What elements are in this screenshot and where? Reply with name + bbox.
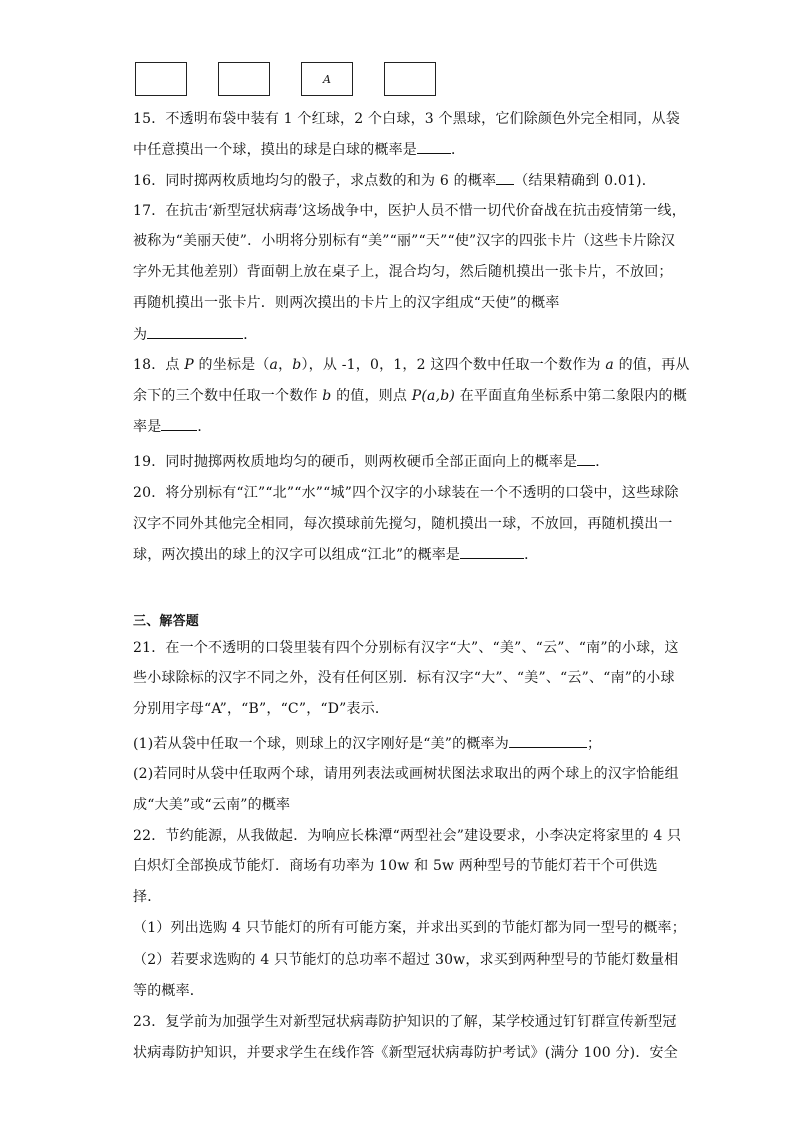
q15-blank (417, 139, 451, 154)
q18-a: a (269, 357, 279, 373)
q21-line3: 分别用字母“A”，“B”，“C”，“D”表示． (133, 701, 390, 717)
q16-blank (496, 170, 514, 185)
q16-text: 16．同时掷两枚质地均匀的骰子，求点数的和为 6 的概率 (133, 173, 497, 189)
q22-line2: 白炽灯全部换成节能灯．商场有功率为 10w 和 5w 两种型号的节能灯若干个可供选 (133, 858, 658, 874)
q18-b2: b (322, 388, 332, 404)
q18-l3b: ． (197, 419, 212, 435)
q18-P: P (184, 357, 194, 373)
q21-line2: 些小球除标的汉字不同之外，没有任何区别．标有汉字“大”、“美”、“云”、“南”的小球 (133, 670, 675, 686)
q15-line1: 15．不透明布袋中装有 1 个红球，2 个白球，3 个黑球，它们除颜色外完全相同，从袋 (133, 111, 680, 127)
q18-a2: a (605, 357, 614, 373)
q15-cont: 中任意摸出一个球，摸出的球是白球的概率是 (133, 142, 417, 158)
q18-l3a: 率是 (133, 419, 162, 435)
q18-line3 (133, 416, 212, 437)
q21-l4b: ； (586, 736, 602, 752)
card-2 (218, 62, 270, 96)
q18-l1a: 18．点 (133, 357, 185, 373)
q18-l1c: ），从 -1，0，1，2 这四个数中任取一个数作为 (301, 357, 606, 373)
q17-line2: 被称为“美丽天使”．小明将分别标有“美”“丽”“天”“使”汉字的四张卡片（这些卡片除汉 (133, 233, 676, 249)
q17-l5b: ． (243, 327, 258, 343)
q17-line1: 17．在抗击‘新型冠状病毒’这场战争中，医护人员不惜一切代价奋战在抗击疫情第一线， (133, 203, 686, 219)
q21-line1: 21．在一个不透明的口袋里装有四个分别标有汉字“大”、“美”、“云”、“南”的小球，这 (133, 640, 679, 656)
q18-l2a: 余下的三个数中任取一个数作 (133, 388, 323, 404)
q19-line (133, 451, 609, 472)
q20-line2: 汉字不同外其他完全相同，每次摸球前先搅匀，随机摸出一球，不放回，再随机摸出一 (133, 516, 673, 532)
q20-line1: 20．将分别标有“江”“北”“水”“城”四个汉字的小球装在一个不透明的口袋中，这些球除 (133, 485, 679, 501)
q18-l2b: 的值，则点 (331, 388, 412, 404)
q22-line6: 等的概率． (133, 983, 204, 999)
card-4 (384, 62, 436, 96)
q17-line4: 再随机摸出一张卡片．则两次摸出的卡片上的汉字组成“天使”的概率 (133, 295, 560, 311)
q22-line1: 22．节约能源，从我做起．为响应长株潭“两型社会”建设要求，小李决定将家里的 4 只 (133, 828, 682, 844)
q21-blank (509, 733, 587, 748)
q15-line2 (133, 139, 465, 160)
q20-l3a: 球，两次摸出的球上的汉字可以组成“江北”的概率是 (133, 547, 461, 563)
section-title: 三、解答题 (133, 614, 200, 629)
q18-blank (161, 416, 197, 431)
q23-line2: 状病毒防护知识，并要求学生在线作答《新型冠状病毒防护考试》(满分 100 分)．安全 (133, 1045, 678, 1061)
q19-end: ． (595, 454, 610, 470)
q17-blank (147, 324, 243, 339)
card-1 (135, 62, 187, 96)
q22-line5: （2）若要求选购的 4 只节能灯的总功率不超过 30w，求买到两种型号的节能灯数量相 (133, 952, 679, 968)
q18-comma: ， (278, 357, 293, 373)
q18-l2c: 在平面直角坐标系中第二象限内的概 (455, 388, 687, 404)
q21-line5: (2)若同时从袋中任取两个球，请用列表法或画树状图法求取出的两个球上的汉字恰能组 (133, 766, 679, 782)
q18-line2 (133, 386, 687, 406)
q15-end: ． (451, 142, 466, 158)
q22-line3: 择． (133, 889, 162, 905)
q21-l4a: (1)若从袋中任取一个球，则球上的汉字刚好是“美”的概率为 (133, 736, 509, 752)
q17-l5a: 为 (133, 327, 148, 343)
q18-Pab: P(a,b) (411, 388, 456, 404)
q17-line5 (133, 324, 257, 345)
card-3: A (301, 62, 353, 96)
q19-blank (577, 451, 595, 466)
q19-text: 19．同时抛掷两枚质地均匀的硬币，则两枚硬币全部正面向上的概率是 (133, 454, 578, 470)
q21-line6: 成“大美”或“云南”的概率 (133, 797, 291, 813)
q16-end: （结果精确到 0.01)． (514, 173, 656, 189)
q20-blank (460, 544, 524, 559)
q20-line3 (133, 544, 538, 565)
q18-line1 (133, 355, 690, 375)
q18-l1d: 的值，再从 (613, 357, 690, 373)
q16-line (133, 170, 656, 191)
q23-line1: 23．复学前为加强学生对新型冠状病毒防护知识的了解，某学校通过钉钉群宣传新型冠 (133, 1014, 677, 1030)
q20-l3b: ． (524, 547, 539, 563)
q17-line3: 字外无其他差别）背面朝上放在桌子上，混合均匀，然后随机摸出一张卡片，不放回； (133, 264, 673, 280)
q18-b: b (292, 357, 302, 373)
q18-l1b: 的坐标是（ (193, 357, 270, 373)
q21-line4 (133, 733, 601, 754)
q22-line4: （1）列出选购 4 只节能灯的所有可能方案，并求出买到的节能灯都为同一型号的概率； (133, 920, 686, 936)
